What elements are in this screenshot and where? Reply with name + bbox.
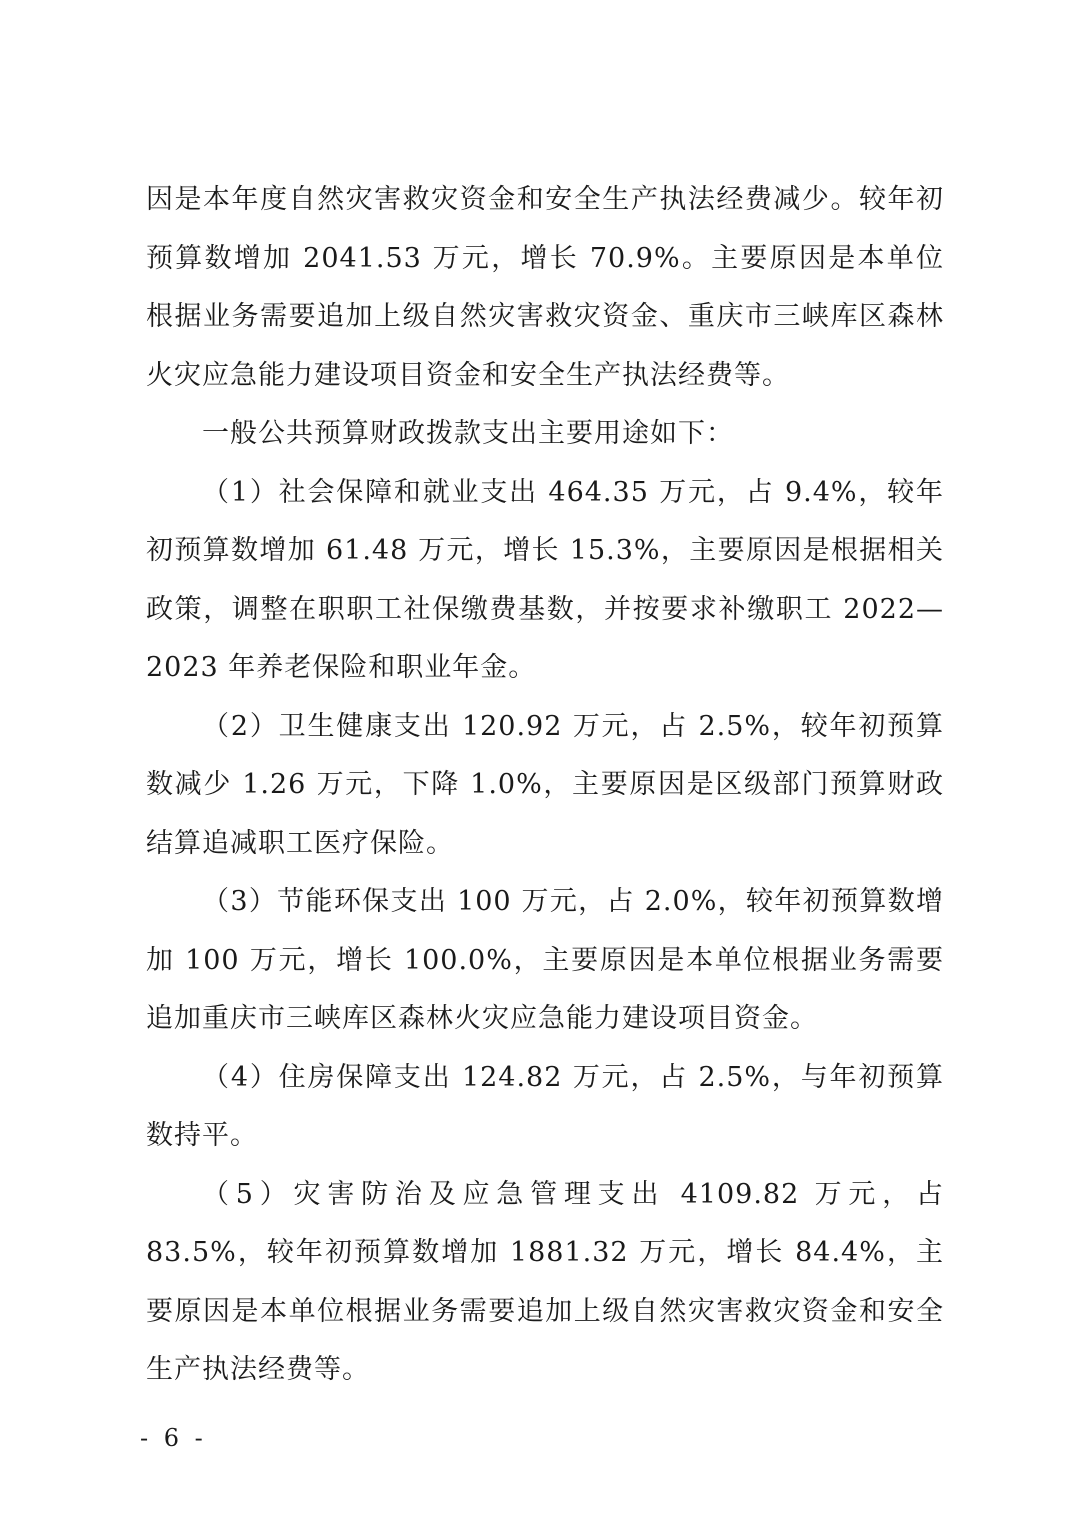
paragraph-item-3-energy-environment: （3）节能环保支出 100 万元，占 2.0%，较年初预算数增加 100 万元，增长 100.0%，主要原因是本单位根据业务需要追加重庆市三峡库区森林火灾应急能力建设项目资金。: [146, 886, 944, 1034]
paragraph-item-2-health: （2）卫生健康支出 120.92 万元，占 2.5%，较年初预算数减少 1.26 万元，下降 1.0%，主要原因是区级部门预算财政结算追减职工医疗保险。: [146, 710, 944, 859]
paragraph-continuation: 因是本年度自然灾害救灾资金和安全生产执法经费减少。较年初预算数增加 2041.53 万元，增长 70.9%。主要原因是本单位根据业务需要追加上级自然灾害救灾资金、重庆市三峡库区森林火灾应急能力建设项目资金和安全生产执法经费等。: [146, 184, 944, 391]
paragraph-item-5-disaster-prevention: （5）灾害防治及应急管理支出 4109.82 万元，占 83.5%，较年初预算数增加 1881.32 万元，增长 84.4%，主要原因是本单位根据业务需要追加上级自然灾害救灾资金和安全生产执法经费等。: [146, 1178, 944, 1385]
page-number: - 6 -: [140, 1424, 207, 1452]
paragraph-item-4-housing: （4）住房保障支出 124.82 万元，占 2.5%，与年初预算数持平。: [146, 1061, 944, 1151]
body-text: [146, 171, 944, 1400]
paragraph-item-1-social-security: （1）社会保障和就业支出 464.35 万元，占 9.4%，较年初预算数增加 61.48 万元，增长 15.3%，主要原因是根据相关政策，调整在职职工社保缴费基数，并按要求补缴职工 2022—2023 年养老保险和职业年金。: [146, 476, 944, 683]
paragraph-expenditure-intro: 一般公共预算财政拨款支出主要用途如下：: [202, 418, 734, 449]
